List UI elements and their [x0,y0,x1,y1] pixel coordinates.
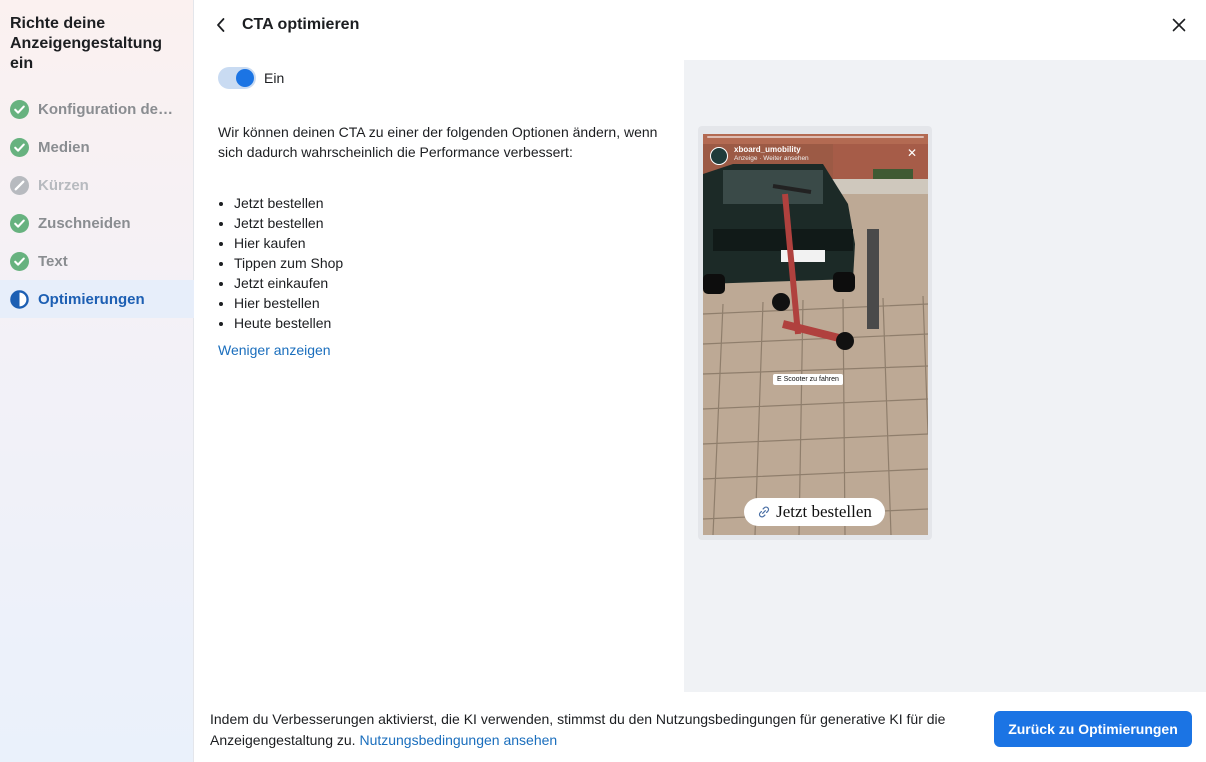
footer-text: Indem du Verbesserungen aktivierst, die KI verwenden, stimmst du den Nutzungsbedingungen für generative KI für die Anzeigengestaltung zu. [210,711,946,748]
list-item: • Hier bestellen [234,293,343,313]
sidebar-item-zuschneiden[interactable] [0,204,194,242]
close-icon: ✕ [907,146,918,160]
cta-optimization-toggle[interactable] [218,67,256,89]
cta-option-list [234,193,343,333]
show-less-link[interactable]: Weniger anzeigen [218,342,331,358]
sidebar-item-kuerzen[interactable] [0,166,194,204]
story-preview [703,134,928,535]
list-item: • Hier kaufen [234,233,343,253]
back-to-optimizations-button[interactable]: Zurück zu Optimierungen [994,711,1192,747]
check-circle-icon [10,100,29,119]
cta-preview-pill [744,498,885,526]
sidebar-item-label: Text [38,252,68,270]
list-item: • Jetzt bestellen [234,213,343,233]
cta-description: Wir können deinen CTA zu einer der folgenden Optionen ändern, wenn sich dadurch wahrscheinlich die Performance verbessert: [218,124,658,160]
preview-photo [703,134,928,535]
sidebar-item-label: Zuschneiden [38,214,131,232]
step-list [0,90,194,318]
sidebar-item-label: Konfiguration de… [38,100,173,118]
sidebar-item-medien[interactable] [0,128,194,166]
link-icon [757,505,771,519]
list-item: • Tippen zum Shop [234,253,343,273]
story-username: xboard_umobility [734,145,801,154]
terms-link[interactable]: Nutzungsbedingungen ansehen [359,732,558,748]
story-header [703,134,928,168]
check-circle-icon [10,252,29,271]
sidebar-item-label: Optimierungen [38,290,145,308]
sidebar-item-text[interactable] [0,242,194,280]
cta-preview-label: Jetzt bestellen [776,502,872,521]
check-circle-icon [10,214,29,233]
list-item: • Jetzt einkaufen [234,273,343,293]
sidebar-item-label: Kürzen [38,176,89,194]
sidebar-title: Richte deine Anzeigengestaltung ein [10,15,163,72]
list-item: • Heute bestellen [234,313,343,333]
page-title: CTA optimieren [242,16,360,33]
story-subline: Anzeige · Weiter ansehen [734,155,809,162]
toggle-knob [236,69,254,87]
list-item: • Jetzt bestellen [234,193,343,213]
slash-circle-icon [10,176,29,195]
avatar [710,147,728,165]
footer-disclaimer [210,709,990,751]
sidebar-item-optimierungen[interactable] [0,280,194,318]
close-icon[interactable] [1168,14,1190,36]
check-circle-icon [10,138,29,157]
sidebar [0,0,194,762]
story-progress-bar [707,136,924,138]
story-caption: E Scooter zu fahren [773,374,843,385]
toggle-label: Ein [264,70,285,86]
sidebar-item-konfiguration[interactable] [0,90,194,128]
half-circle-icon [10,290,29,309]
sidebar-item-label: Medien [38,138,90,156]
chevron-left-icon[interactable] [211,14,231,36]
